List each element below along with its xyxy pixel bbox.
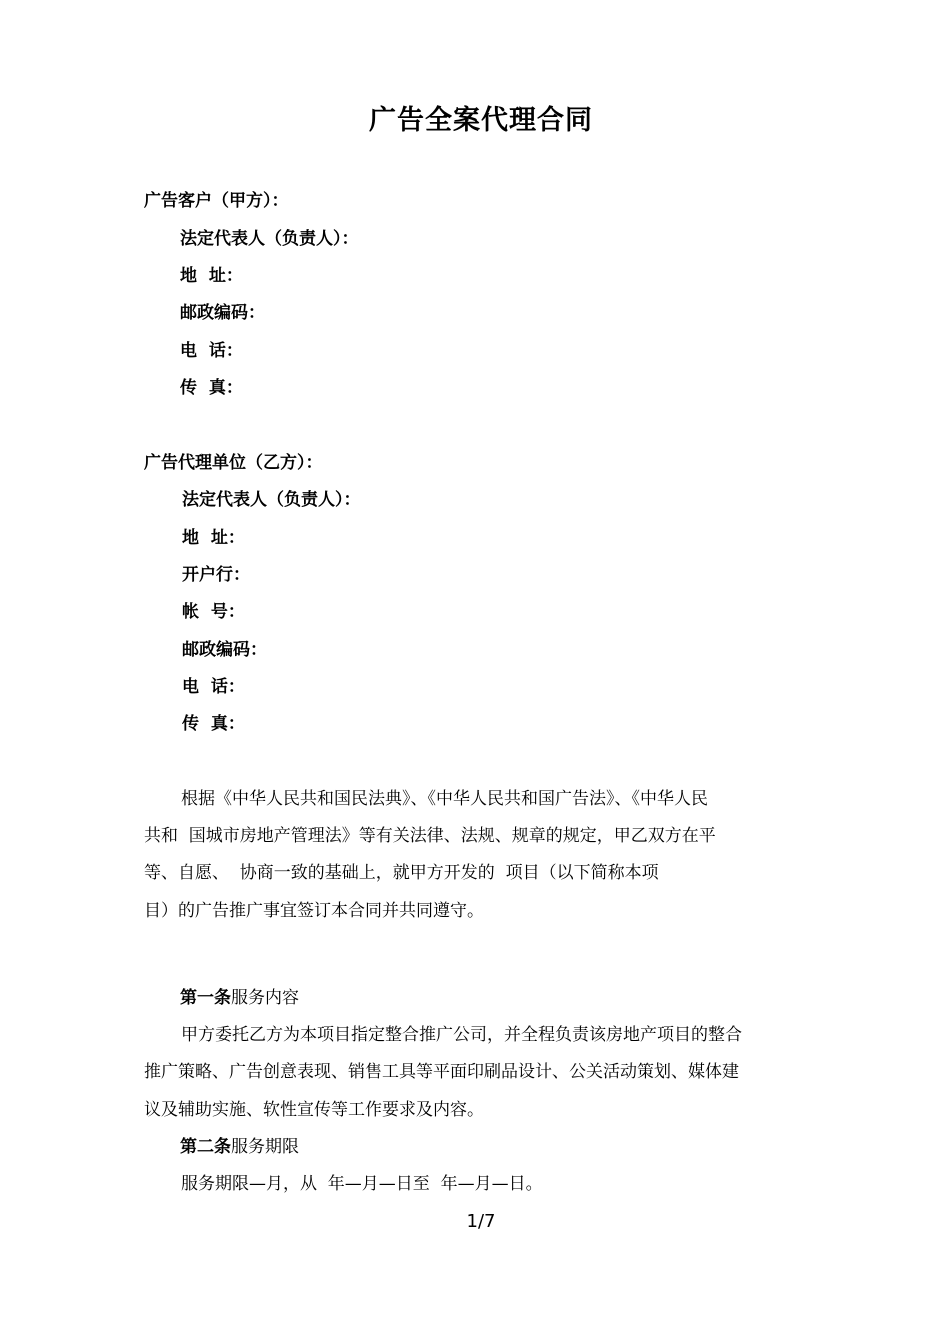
article-1-heading	[180, 987, 299, 1009]
article-1-line-2: 推广策略、广告创意表现、销售工具等平面印刷品设计、公关活动策划、媒体建	[144, 1062, 739, 1082]
article-2-label: 第二条	[180, 1137, 231, 1157]
party-a-phone: 电 话：	[180, 341, 243, 361]
party-a-legal-rep: 法定代表人（负责人）：	[180, 229, 359, 249]
article-1-title: 服务内容	[231, 988, 299, 1008]
preamble-line-4: 目）的广告推广事宜签订本合同并共同遵守。	[144, 901, 484, 921]
preamble-line-1: 根据《中华人民共和国民法典》、《中华人民共和国广告法》、《中华人民	[181, 789, 708, 809]
article-2-heading	[180, 1136, 299, 1158]
article-2-line-1: 服务期限—月，从 年—月—日至 年—月—日。	[181, 1174, 543, 1194]
party-b-bank: 开户行：	[182, 565, 250, 585]
preamble-line-2: 共和 国城市房地产管理法》等有关法律、法规、规章的规定，甲乙双方在平	[144, 826, 716, 846]
party-b-account: 帐 号：	[182, 602, 245, 622]
page-number: 1/7	[466, 1211, 496, 1232]
party-b-address: 地 址：	[182, 528, 245, 548]
party-a-address: 地 址：	[180, 266, 243, 286]
party-b-phone: 电 话：	[182, 677, 245, 697]
party-a-postal-code: 邮政编码：	[180, 303, 265, 323]
article-1-line-1: 甲方委托乙方为本项目指定整合推广公司，并全程负责该房地产项目的整合	[181, 1025, 742, 1045]
preamble-line-3: 等、自愿、 协商一致的基础上，就甲方开发的 项目（以下简称本项	[144, 863, 659, 883]
article-1-label: 第一条	[180, 988, 231, 1008]
party-a-heading: 广告客户（甲方）：	[144, 191, 289, 211]
party-b-postal-code: 邮政编码：	[182, 640, 267, 660]
party-b-legal-rep: 法定代表人（负责人）：	[182, 490, 361, 510]
party-b-fax: 传 真：	[182, 714, 245, 734]
party-a-fax: 传 真：	[180, 378, 243, 398]
party-b-heading: 广告代理单位（乙方）：	[144, 453, 323, 473]
article-1-line-3: 议及辅助实施、软性宣传等工作要求及内容。	[144, 1100, 484, 1120]
article-2-title: 服务期限	[231, 1137, 299, 1157]
document-title: 广告全案代理合同	[369, 105, 593, 136]
